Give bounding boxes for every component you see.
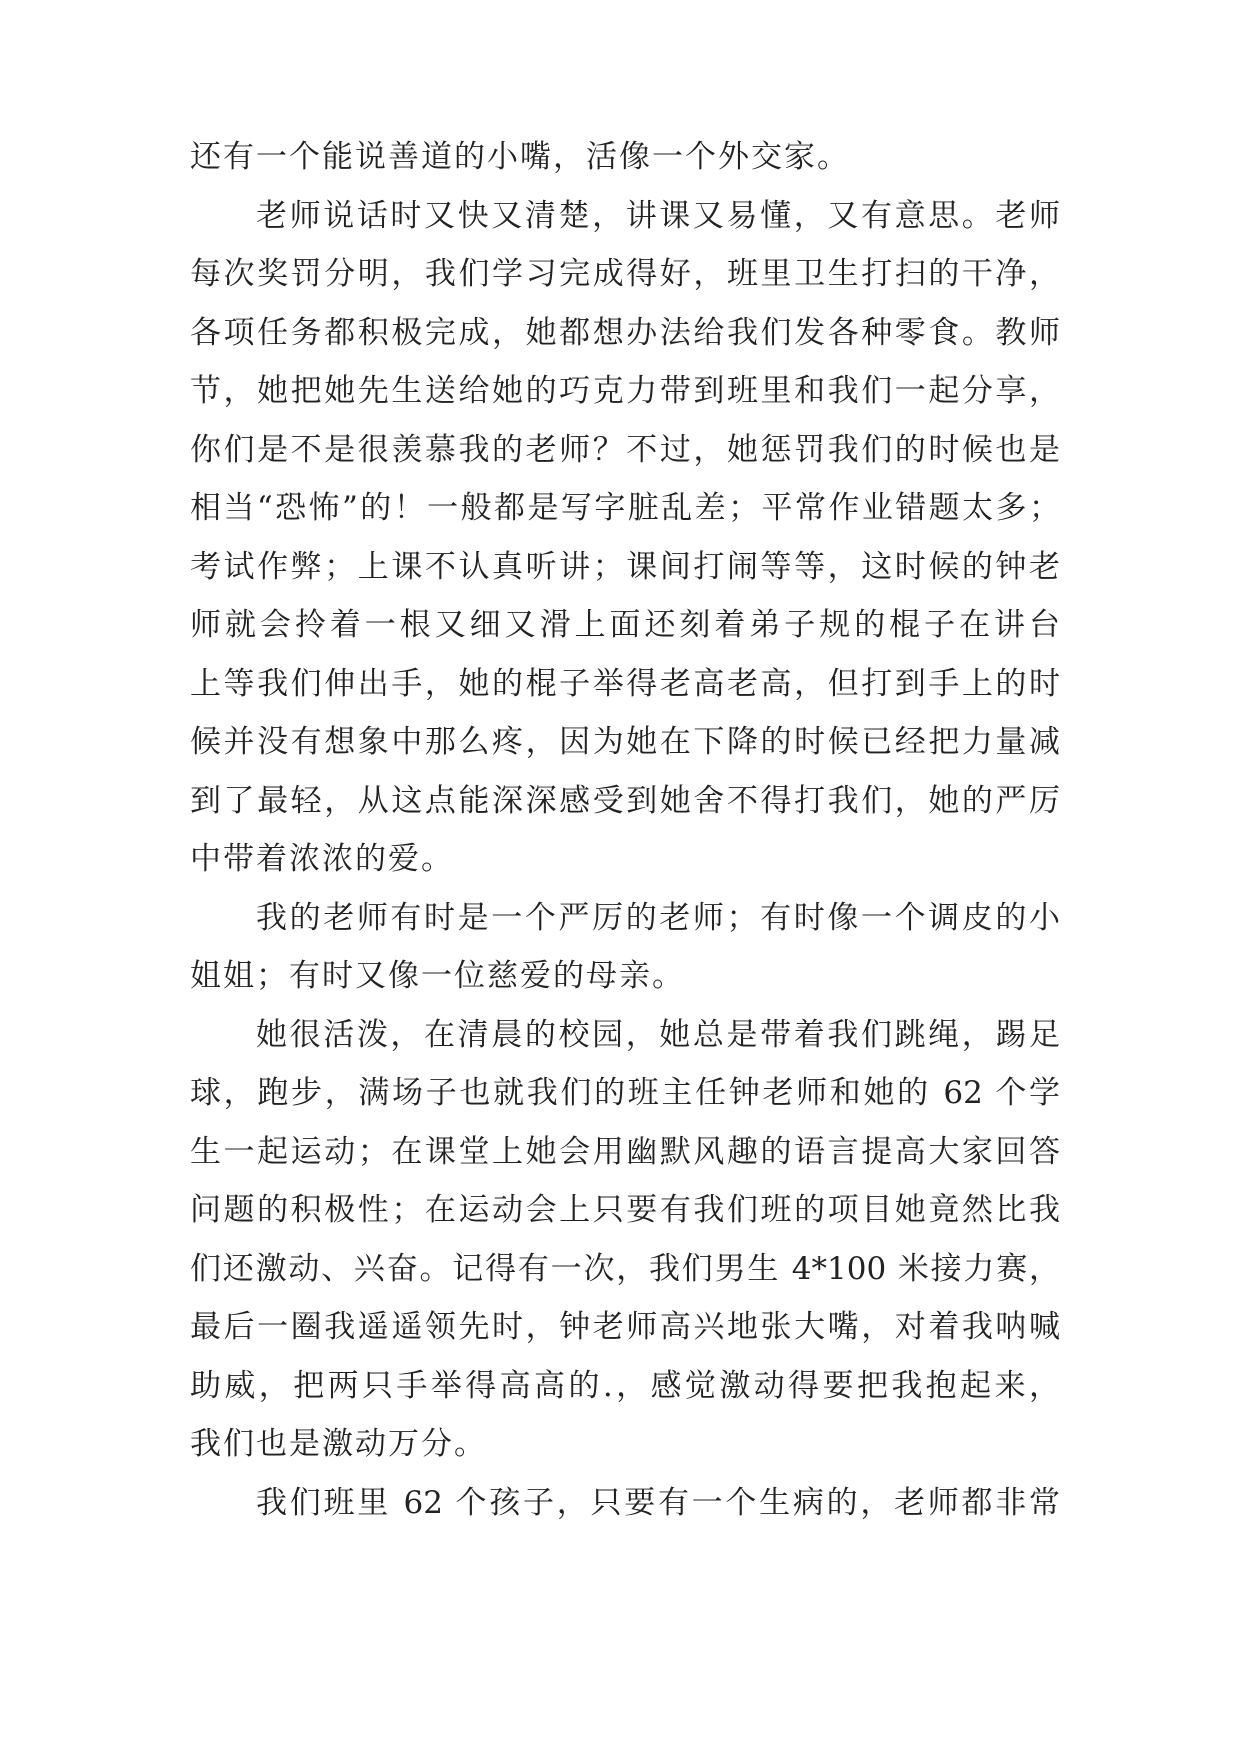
paragraph-first-line: 我的老师有时是一个严厉的老师；有时像一个调皮的小 xyxy=(256,899,1060,936)
text-line: 师就会拎着一根又细又滑上面还刻着弟子规的棍子在讲台 xyxy=(190,607,1060,643)
text-line: 最后一圈我遥遥领先时，钟老师高兴地张大嘴，对着我呐喊 xyxy=(190,1309,1060,1345)
text-line: 问题的积极性；在运动会上只要有我们班的项目她竟然比我 xyxy=(190,1192,1060,1228)
text-line: 中带着浓浓的爱。 xyxy=(190,841,454,877)
document-body xyxy=(190,128,1060,1532)
text-line: 候并没有想象中那么疼，因为她在下降的时候已经把力量减 xyxy=(190,724,1060,760)
text-line: 各项任务都积极完成，她都想办法给我们发各种零食。教师 xyxy=(190,314,1060,351)
text-line: 姐姐；有时又像一位慈爱的母亲。 xyxy=(190,958,685,994)
paragraph-first-line: 我们班里 62 个孩子，只要有一个生病的，老师都非常 xyxy=(256,1484,1060,1521)
text-line: 节，她把她先生送给她的巧克力带到班里和我们一起分享， xyxy=(190,373,1060,409)
text-line: 你们是不是很羡慕我的老师？不过，她惩罚我们的时候也是 xyxy=(190,431,1060,468)
text-line: 球，跑步，满场子也就我们的班主任钟老师和她的 62 个学 xyxy=(190,1075,1060,1111)
paragraph-first-line: 她很活泼，在清晨的校园，她总是带着我们跳绳，踢足 xyxy=(256,1016,1060,1053)
text-line: 每次奖罚分明，我们学习完成得好，班里卫生打扫的干净， xyxy=(190,256,1060,292)
text-line: 还有一个能说善道的小嘴，活像一个外交家。 xyxy=(190,139,850,175)
paragraph-first-line: 老师说话时又快又清楚，讲课又易懂，又有意思。老师 xyxy=(256,197,1060,234)
text-line: 生一起运动；在课堂上她会用幽默风趣的语言提高大家回答 xyxy=(190,1133,1060,1170)
text-line: 到了最轻，从这点能深深感受到她舍不得打我们，她的严厉 xyxy=(190,782,1060,819)
text-line: 相当“恐怖”的！一般都是写字脏乱差；平常作业错题太多； xyxy=(190,490,1060,526)
text-line: 考试作弊；上课不认真听讲；课间打闹等等，这时候的钟老 xyxy=(190,548,1060,585)
text-line: 们还激动、兴奋。记得有一次，我们男生 4*100 米接力赛， xyxy=(190,1250,1060,1287)
text-line: 我们也是激动万分。 xyxy=(190,1426,487,1462)
text-line: 助威，把两只手举得高高的.，感觉激动得要把我抱起来， xyxy=(190,1367,1060,1404)
text-line: 上等我们伸出手，她的棍子举得老高老高，但打到手上的时 xyxy=(190,665,1060,702)
